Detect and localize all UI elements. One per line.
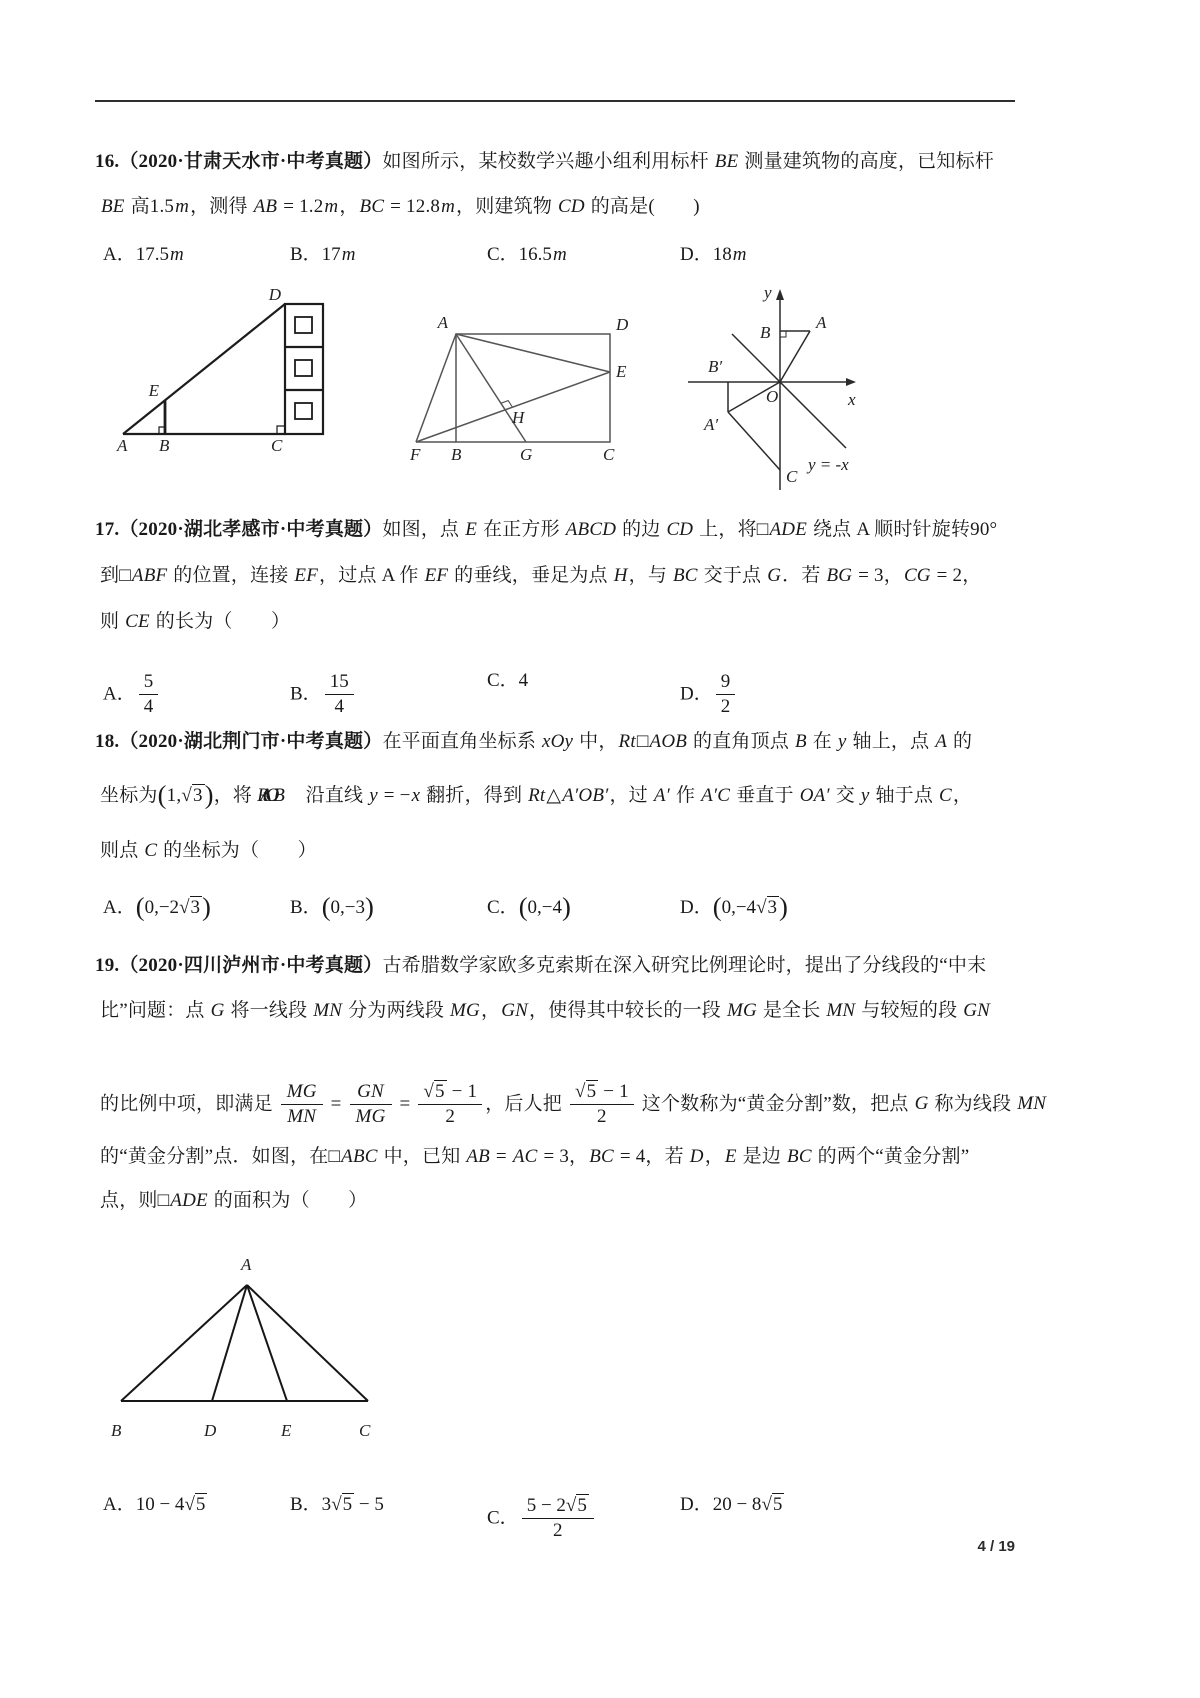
q18-figure-coordinate-plane xyxy=(660,278,860,508)
q17-line-2: 到□ABF 的位置，连接 EF，过点 A 作 EF 的垂线，垂足为点 H，与 BC 交于点 G．若 BG = 3，CG = 2， xyxy=(100,565,982,586)
point-label-b: B xyxy=(451,445,462,464)
point-label-d: D xyxy=(616,315,629,334)
q19-option-d: D．20 − 8√5 xyxy=(680,1494,783,1515)
q18-option-a: A．(0,−2√3) xyxy=(103,891,211,922)
q16-option-d: D．18m xyxy=(680,244,747,265)
point-label-f: F xyxy=(410,445,421,464)
q18-option-b: B．(0,−3) xyxy=(290,891,374,922)
q16-figure-measurement xyxy=(115,284,355,464)
point-label-c: C xyxy=(786,467,798,486)
point-label-c: C xyxy=(271,436,283,455)
q19-line-1: 19.（2020·四川泸州市·中考真题）古希腊数学家欧多克索斯在深入研究比例理论时，提出了分线段的“中末 xyxy=(95,955,987,976)
origin-label: O xyxy=(766,387,779,406)
point-label-b: B xyxy=(159,436,170,455)
q19-option-b: B．3√5 − 5 xyxy=(290,1494,384,1515)
point-label-a: A xyxy=(117,436,128,455)
point-label-b: B xyxy=(111,1421,122,1440)
q17-option-a: A． $\frac{5}{4}$ xyxy=(103,671,161,719)
q17-option-d: D． $\frac{9}{2}$ xyxy=(680,671,738,719)
point-label-a: A xyxy=(437,313,448,332)
q18-option-c: C．(0,−4) xyxy=(487,891,571,922)
q17-line-3: 则 CE 的长为（ ） xyxy=(100,611,291,632)
point-label-e: E xyxy=(148,381,159,400)
q19-figure-lines xyxy=(121,1285,368,1401)
q18-line-3: 则点 C 的坐标为（ ） xyxy=(100,840,317,861)
q16-line-1: 16.（2020·甘肃天水市·中考真题）如图所示，某校数学兴趣小组利用标杆 BE 测量建筑物的高度，已知标杆 xyxy=(95,151,994,172)
q18-figure-arrows xyxy=(776,289,856,386)
point-label-d: D xyxy=(268,285,281,304)
point-label-b-prime: B′ xyxy=(708,357,723,376)
point-label-e: E xyxy=(616,362,627,381)
q16-option-a: A．17.5m xyxy=(103,244,184,265)
q19-line-5: 点，则□ADE 的面积为（ ） xyxy=(100,1190,368,1211)
point-label-a-prime: A′ xyxy=(704,415,719,434)
point-label-a: A xyxy=(816,313,827,332)
q19-figure-triangle xyxy=(95,1248,395,1448)
q16-line-2: BE 高1.5m，测得 AB = 1.2m，BC = 12.8m，则建筑物 CD 的高是( ) xyxy=(101,196,700,217)
point-label-h: H xyxy=(512,408,525,427)
page-number: 4 / 19 xyxy=(977,1538,1015,1555)
q17-figure-square xyxy=(398,292,638,472)
q19-line-2: 比”问题：点 G 将一线段 MN 分为两线段 MG，GN，使得其中较长的一段 MG 是全长 MN 与较短的段 GN xyxy=(100,1000,991,1021)
q16-option-b: B．17m xyxy=(290,244,356,265)
q19-option-c: C． $\frac{5 - 2√5}{2}$ xyxy=(487,1495,597,1543)
q17-line-1: 17.（2020·湖北孝感市·中考真题）如图，点 E 在正方形 ABCD 的边 CD 上，将□ADE 绕点 A 顺时针旋转90° xyxy=(95,519,998,540)
point-label-a: A xyxy=(241,1255,252,1274)
q16-option-c: C．16.5m xyxy=(487,244,567,265)
point-label-b: B xyxy=(760,323,771,342)
point-label-e: E xyxy=(281,1421,292,1440)
top-rule xyxy=(95,100,1015,102)
line-equation-label: y = -x xyxy=(808,455,849,474)
q17-option-c: C．4 xyxy=(487,670,529,691)
q18-option-d: D．(0,−4√3) xyxy=(680,891,788,922)
point-label-g: G xyxy=(520,445,533,464)
q19-line-3: 的比例中项，即满足 $\frac{MG}{MN}$ = $\frac{GN}{MG}$ = $\frac{√5 - 1}{2}$ ，后人把 $\frac{√5 - 1}{2}$ 这个数称为“黄金分割”数，把点 G 称为线段 MN xyxy=(100,1081,1047,1128)
q16-figure-lines xyxy=(123,304,323,434)
axis-label-y: y xyxy=(764,283,772,302)
q18-line-1: 18.（2020·湖北荆门市·中考真题）在平面直角坐标系 xOy 中，Rt□AOB 的直角顶点 B 在 y 轴上，点 A 的 xyxy=(95,731,973,752)
point-label-c: C xyxy=(359,1421,371,1440)
q19-option-a: A．10 − 4√5 xyxy=(103,1494,206,1515)
q19-line-4: 的“黄金分割”点．如图，在□ABC 中，已知 AB = AC = 3，BC = 4，若 D，E 是边 BC 的两个“黄金分割” xyxy=(100,1146,970,1167)
q17-option-b: B． $\frac{15}{4}$ xyxy=(290,671,357,719)
axis-label-x: x xyxy=(848,390,856,409)
point-label-c: C xyxy=(603,445,615,464)
point-label-d: D xyxy=(204,1421,217,1440)
q18-line-2: 坐标为(1,√3)，将 Rt AOB 沿直线 y = −x 翻折，得到 Rt△A′OB′，过 A′ 作 A′C 垂直于 OA′ 交 y 轴于点 C， xyxy=(100,779,973,810)
